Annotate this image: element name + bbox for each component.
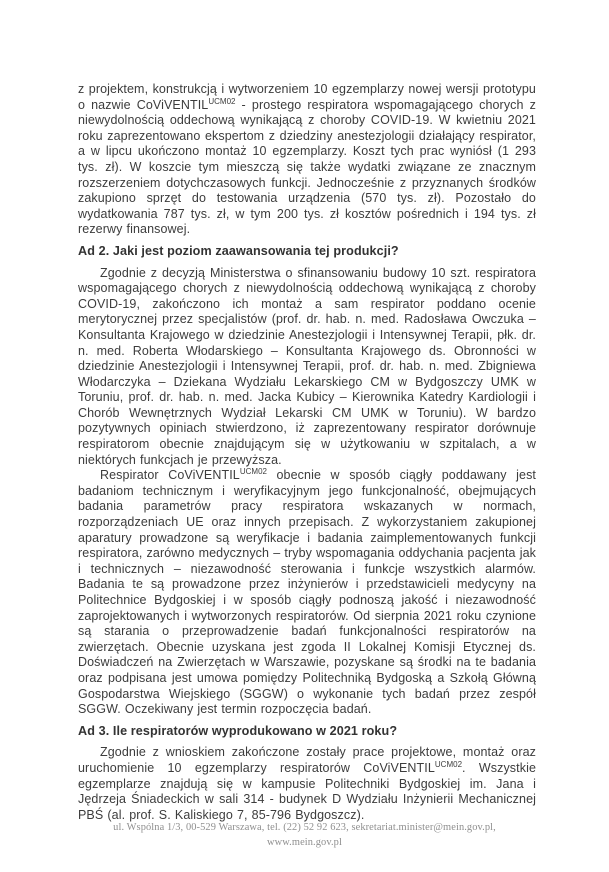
- paragraph-testing: [78, 468, 536, 718]
- section-heading-ad3: Ad 3. Ile respiratorów wyprodukowano w 2021 roku?: [78, 723, 398, 738]
- paragraph-production: [78, 745, 536, 823]
- section-heading-ad2: Ad 2. Jaki jest poziom zaawansowania tej produkcji?: [78, 243, 399, 258]
- superscript-model-code: UCM02: [434, 759, 463, 769]
- page-footer: [0, 821, 609, 850]
- paragraph-text: z projektem, konstrukcją i wytworzeniem 10 egzemplarzy nowej wersji prototypu o nazwie CoViVENTIL: [78, 82, 536, 112]
- paragraph-text: Zgodnie z wnioskiem zakończone zostały prace projektowe, montaż oraz uruchomienie 10 egzemplarzy respiratorów CoViVENTIL: [78, 745, 536, 775]
- document-body: [78, 82, 536, 823]
- superscript-model-code: UCM02: [239, 467, 267, 477]
- paragraph-assessment: Zgodnie z decyzją Ministerstwa o sfinansowaniu budowy 10 szt. respiratora wspomagającego chorych z niewydolnością oddechową wynikającą z choroby COVID-19, zakończono ich montaż a sam respirator poddano ocenie merytorycznej przez specjalistów (prof. dr. hab. n. med. Radosława Owczuka – Konsultanta Krajowego w dziedzinie Anestezjologii i Intensywnej Terapii, płk. dr. n. med. Roberta Włodarskiego – Konsultanta Krajowego ds. Obronności w dziedzinie Anestezjologii i Intensywnej Terapii, prof. dr. hab. n. med. Zbigniewa Włodarczyka – Dziekana Wydziału Lekarskiego CM w Bydgoszczy UMK w Toruniu, prof. dr. hab. n. med. Jacka Kubicy – Kierownika Katedry Kardiologii i Chorób Wewnętrznych Wydział Lekarski CM UMK w Toruniu). W bardzo pozytywnych opiniach stwierdzono, iż zaprezentowany respirator dorównuje respiratorom obecnie znajdującym się w użytkowaniu w szpitalach, a w niektórych funkcjach je przewyższa.: [78, 265, 536, 467]
- paragraph-continuation: [78, 82, 536, 238]
- footer-address-line: ul. Wspólna 1/3, 00-529 Warszawa, tel. (22) 52 92 623, sekretariat.minister@mein.gov.pl,: [113, 822, 496, 833]
- paragraph-text: . Wszystkie egzemplarze znajdują się w kampusie Politechniki Bydgoskiej im. Jana i Jędrzeja Śniadeckich w sali 314 - budynek D Wydziału Inżynierii Mechanicznej PBŚ (al. prof. S. Kaliskiego 7, 85-796 Bydgoszcz).: [78, 760, 536, 822]
- paragraph-text: - prostego respiratora wspomagającego chorych z niewydolnością oddechową wynikającą z choroby COVID-19. W kwietniu 2021 roku zaprezentowano ekspertom z dziedziny anestezjologii działający respirator, a w lipcu ukończono montaż 10 egzemplarzy. Koszt tych prac wyniósł (1 293 tys. zł). W koszcie tym mieszczą się także wydatki związane ze znacznym rozszerzeniem dotychczasowych funkcji. Jednocześnie z przyznanych środków zakupiono sprzęt do testowania urządzenia (570 tys. zł). Pozostało do wydatkowania 787 tys. zł, w tym 200 tys. zł kosztów pośrednich i 194 tys. zł rezerwy finansowej.: [78, 97, 537, 237]
- superscript-model-code: UCM02: [208, 96, 236, 106]
- paragraph-text: obecnie w sposób ciągły poddawany jest badaniom technicznym i weryfikacyjnym jego funkcjonalność, obejmujących badania parametrów pracy respiratora wskazanych w normach, rozporządzeniach UE oraz innych przepisach. Z wykorzystaniem zakupionej aparatury prowadzone są weryfikacje i badania zaimplementowanych funkcji respiratora, zarówno medycznych – tryby wspomagania oddychania pacjenta jak i technicznych – niezawodność sterowania i funkcje wszystkich alarmów. Badania te są prowadzone przez inżynierów i przedstawicieli medycyny na Politechnice Bydgoskiej i w sposób ciągły podnoszą jakość i niezawodność zaprojektowanych i wytworzonych respiratorów. Od sierpnia 2021 roku czynione są starania o przeprowadzenie badań funkcjonalności respiratorów na zwierzętach. Obecnie uzyskana jest zgoda II Lokalnej Komisji Etycznej ds. Doświadczeń na Zwierzętach w Warszawie, pozyskane są środki na te badania oraz podpisana jest umowa pomiędzy Politechniką Bydgoską a Szkołą Główną Gospodarstwa Wiejskiego (SGGW) o wykonanie tych badań przez zespół SGGW. Oczekiwany jest termin rozpoczęcia badań.: [78, 468, 536, 717]
- paragraph-text: Respirator CoViVENTIL: [100, 468, 240, 483]
- footer-website-line: www.mein.gov.pl: [267, 836, 342, 848]
